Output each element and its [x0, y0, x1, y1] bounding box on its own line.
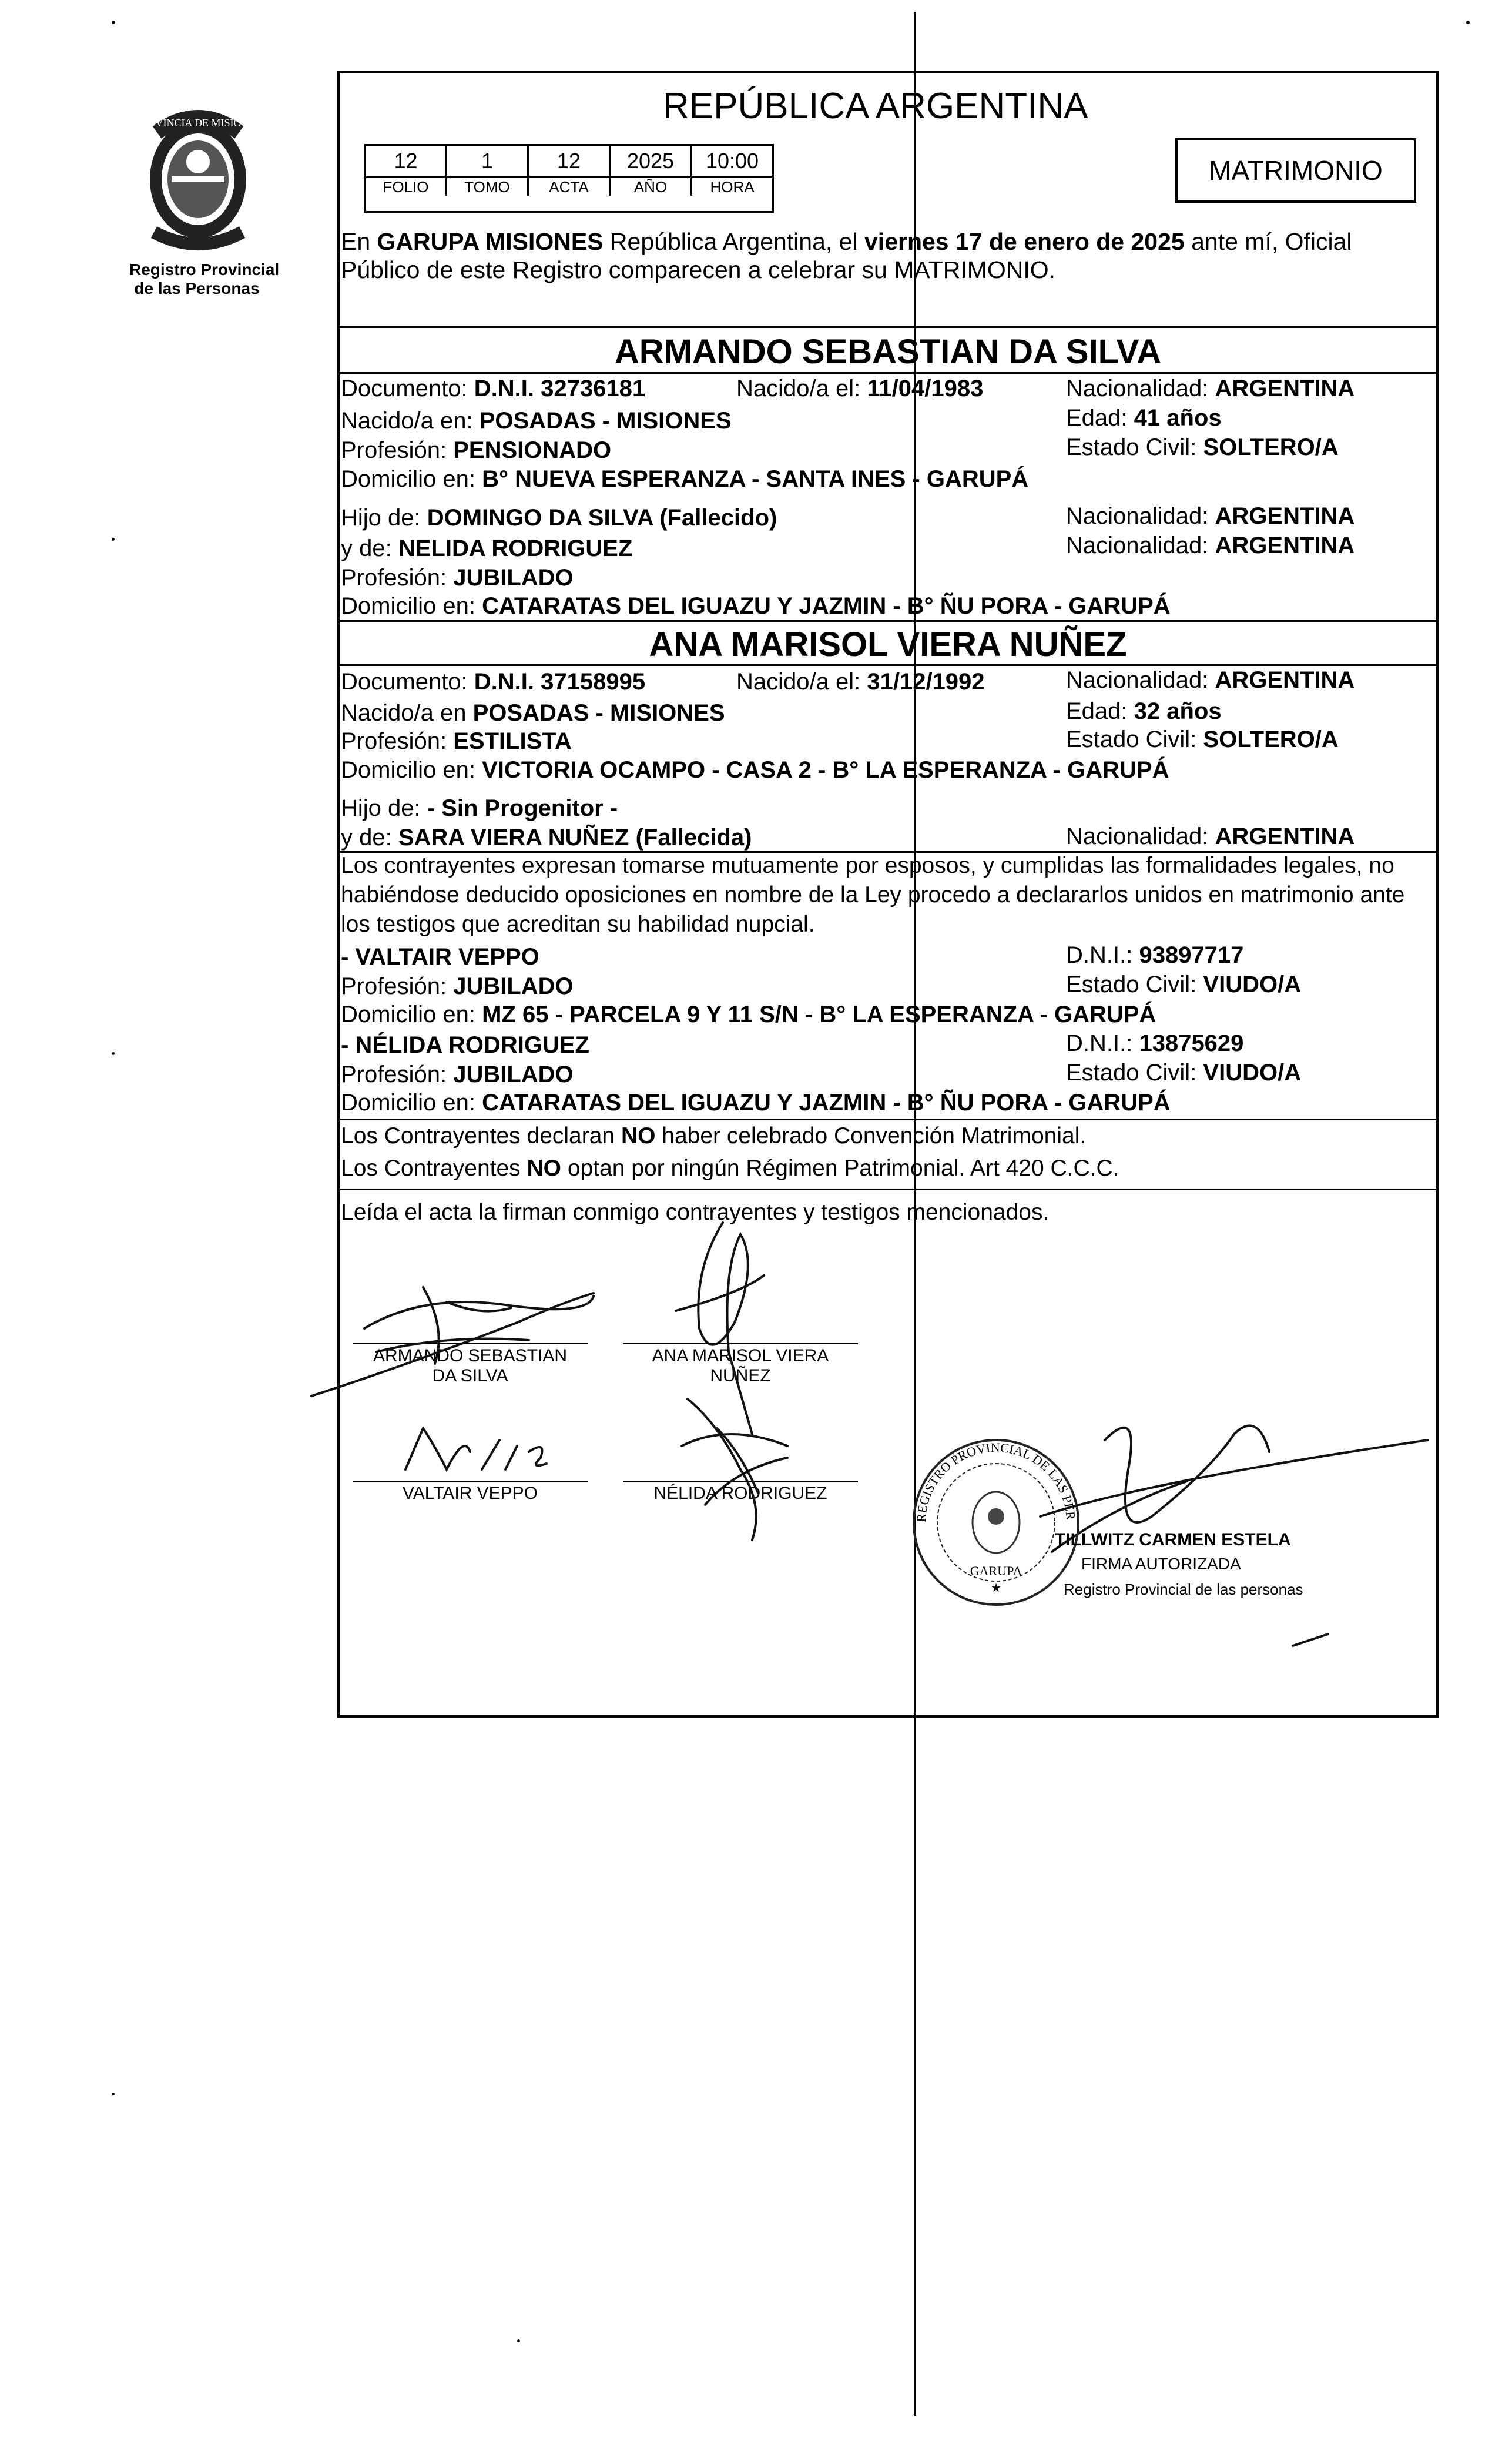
bride-born-date: Nacido/a el: 31/12/1992	[736, 669, 985, 695]
bride-nationality: Nacionalidad: ARGENTINA	[1066, 667, 1355, 693]
witness-2-name: - NÉLIDA RODRIGUEZ	[341, 1032, 589, 1058]
groom-document: Documento: D.N.I. 32736181	[341, 376, 646, 401]
witness-1-profession: Profesión: JUBILADO	[341, 973, 574, 999]
declaration-line-1: Los contrayentes expresan tomarse mutuamente por esposos, y cumplidas las formalidades legales, no	[341, 853, 1394, 878]
groom-nationality: Nacionalidad: ARGENTINA	[1066, 376, 1355, 401]
hora-value: 10:00	[705, 149, 759, 173]
folio-value: 12	[366, 146, 447, 176]
bride-age: Edad: 32 años	[1066, 698, 1222, 724]
groom-father-nationality: Nacionalidad: ARGENTINA	[1066, 503, 1355, 529]
closing-statement: Leída el acta la firman conmigo contrayentes y testigos mencionados.	[341, 1200, 1050, 1225]
bride-profession: Profesión: ESTILISTA	[341, 728, 572, 754]
bride-signature-name-1: ANA MARISOL VIERA	[652, 1346, 829, 1365]
acta-value: 12	[529, 146, 611, 176]
witness-1-address: Domicilio en: MZ 65 - PARCELA 9 Y 11 S/N - B° LA ESPERANZA - GARUPÁ	[341, 1002, 1156, 1027]
intro-line-1: En GARUPA MISIONES República Argentina, el viernes 17 de enero de 2025 ante mí, Oficial	[341, 228, 1352, 255]
bride-mother: y de: SARA VIERA NUÑEZ (Fallecida)	[341, 825, 752, 851]
groom-born-date: Nacido/a el: 11/04/1983	[736, 376, 984, 401]
anio-value: 2025	[611, 146, 692, 176]
groom-name: ARMANDO SEBASTIAN DA SILVA	[614, 333, 1162, 371]
bride-signature	[676, 1223, 764, 1434]
witness-1-dni: D.N.I.: 93897717	[1066, 942, 1244, 968]
svg-text:★: ★	[991, 1582, 1001, 1595]
folio-label: FOLIO	[366, 178, 447, 196]
groom-profession: Profesión: PENSIONADO	[341, 437, 612, 463]
hora-label: HORA	[710, 178, 755, 196]
bride-father: Hijo de: - Sin Progenitor -	[341, 795, 618, 821]
scan-speck	[112, 2093, 115, 2095]
scan-speck	[112, 21, 115, 24]
tomo-value: 1	[447, 146, 529, 176]
officer-name: TILLWITZ CARMEN ESTELA	[1055, 1530, 1291, 1549]
bride-name: ANA MARISOL VIERA NUÑEZ	[649, 625, 1127, 664]
seal-city: GARUPA	[970, 1564, 1022, 1578]
regime-statement: Los Contrayentes NO optan por ningún Régimen Patrimonial. Art 420 C.C.C.	[341, 1156, 1119, 1181]
witness-2-signature-name: NÉLIDA RODRIGUEZ	[653, 1484, 827, 1503]
emblem-org-line1: Registro Provincial	[129, 260, 280, 279]
witness-1-civil-status: Estado Civil: VIUDO/A	[1066, 972, 1302, 997]
witness-1-signature-name: VALTAIR VEPPO	[402, 1484, 538, 1503]
groom-mother-nationality: Nacionalidad: ARGENTINA	[1066, 533, 1355, 558]
country-title: REPÚBLICA ARGENTINA	[663, 86, 1088, 126]
witness-1-signature	[405, 1428, 547, 1469]
witness-2-civil-status: Estado Civil: VIUDO/A	[1066, 1060, 1302, 1086]
tomo-label: TOMO	[447, 178, 529, 196]
declaration-line-3: los testigos que acreditan su habilidad nupcial.	[341, 912, 815, 937]
scan-speck	[517, 2339, 520, 2342]
groom-address: Domicilio en: B° NUEVA ESPERANZA - SANTA INES - GARUPÁ	[341, 466, 1029, 492]
witness-2-address: Domicilio en: CATARATAS DEL IGUAZU Y JAZMIN - B° ÑU PORA - GARUPÁ	[341, 1090, 1171, 1116]
scan-speck	[112, 1052, 115, 1055]
bride-birthplace: Nacido/a en POSADAS - MISIONES	[341, 700, 725, 726]
anio-label: AÑO	[611, 178, 692, 196]
convention-statement: Los Contrayentes declaran NO haber celebrado Convención Matrimonial.	[341, 1123, 1087, 1149]
groom-birthplace: Nacido/a en: POSADAS - MISIONES	[341, 408, 732, 434]
groom-mother: y de: NELIDA RODRIGUEZ	[341, 535, 633, 561]
acta-label: ACTA	[529, 178, 611, 196]
bride-mother-nationality: Nacionalidad: ARGENTINA	[1066, 823, 1355, 849]
groom-signature	[311, 1287, 594, 1396]
act-type-label: MATRIMONIO	[1209, 155, 1383, 186]
bride-document: Documento: D.N.I. 37158995	[341, 669, 646, 695]
official-seal	[908, 1434, 1084, 1611]
declaration-line-2: habiéndose deducido oposiciones en nombre de la Ley procedo a declararlos unidos en matrimonio ante	[341, 882, 1405, 908]
groom-age: Edad: 41 años	[1066, 405, 1222, 431]
officer-title: FIRMA AUTORIZADA	[1081, 1555, 1241, 1573]
intro-line-2: Público de este Registro comparecen a celebrar su MATRIMONIO.	[341, 256, 1056, 283]
officer-organization: Registro Provincial de las personas	[1064, 1581, 1303, 1598]
groom-signature-name-1: ARMANDO SEBASTIAN	[373, 1346, 568, 1365]
scan-speck	[112, 538, 115, 541]
groom-parents-profession: Profesión: JUBILADO	[341, 565, 574, 591]
witness-2-profession: Profesión: JUBILADO	[341, 1062, 574, 1087]
bride-civil-status: Estado Civil: SOLTERO/A	[1066, 727, 1339, 752]
witness-2-dni: D.N.I.: 13875629	[1066, 1030, 1244, 1056]
scan-speck	[1466, 21, 1470, 24]
witness-2-signature	[682, 1399, 787, 1540]
seal-ring-text: REGISTRO PROVINCIAL DE LAS PER	[913, 1439, 1079, 1523]
groom-parents-address: Domicilio en: CATARATAS DEL IGUAZU Y JAZMIN - B° ÑU PORA - GARUPÁ	[341, 593, 1171, 619]
groom-civil-status: Estado Civil: SOLTERO/A	[1066, 434, 1339, 460]
bride-signature-name-2: NUÑEZ	[710, 1366, 771, 1385]
groom-father: Hijo de: DOMINGO DA SILVA (Fallecido)	[341, 505, 777, 531]
groom-signature-name-2: DA SILVA	[432, 1366, 508, 1385]
emblem-org-line2: de las Personas	[134, 279, 260, 297]
bride-address: Domicilio en: VICTORIA OCAMPO - CASA 2 - B° LA ESPERANZA - GARUPÁ	[341, 757, 1169, 783]
witness-1-name: - VALTAIR VEPPO	[341, 944, 539, 970]
emblem-title: PROVINCIA DE MISIONES	[135, 117, 261, 129]
